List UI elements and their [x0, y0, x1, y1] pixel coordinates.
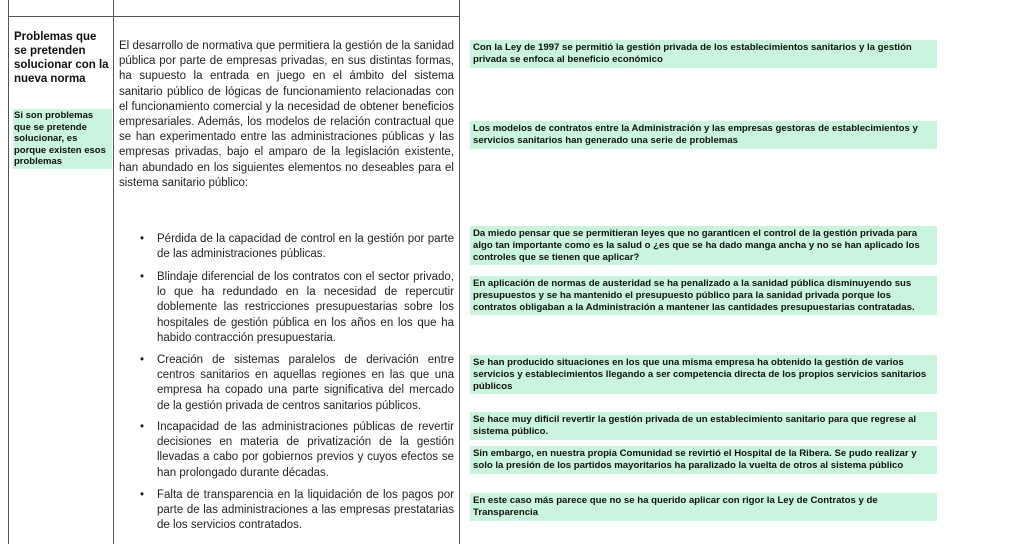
list-item: • Blindaje diferencial de los contratos con el sector privado, lo que ha redundado en la necesidad de repercutir doblemente las restricciones presupuestarias sobre los hospitales de gestión pública en los años en los que ha habido contracción presupuestaria.	[140, 271, 454, 344]
paragraph-part-2: obtener beneficios empresariales. Además, los modelos de relación contractual que se han experimentado entre las administraciones públicas y las empresas privadas, bajo el amparo de la legislación existente, han abundado en los siguientes elementos no deseables para el sistema sanitario público:	[119, 100, 454, 189]
table-border-left	[8, 0, 9, 544]
paragraph-part-1: El desarrollo de normativa que permitiera la gestión de la sanidad pública por parte de empresas privadas, en sus distintas formas, ha supuesto la entrada en juego en el ámbito del sistema sanitario público de lógicas de funcionamiento relacionadas con el funcionamiento comercial y la necesidad de	[119, 40, 454, 113]
comment-5: Se han producido situaciones en los que una misma empresa ha obtenido la gestión de varios servicios y establecimientos llegando a ser competencia directa de los propios servicios sanitarios públicos	[470, 355, 937, 394]
comment-3: Da miedo pensar que se permitieran leyes que no garanticen el control de la gestión privada para algo tan importante como es la salud o ¿es que se ha dado manga ancha y no se han aplicado los controles que se tienen que aplicar?	[470, 226, 937, 265]
bullet-icon: •	[140, 421, 145, 433]
table-border-right	[459, 0, 460, 544]
comment-2: Los modelos de contratos entre la Administración y las empresas gestoras de establecimientos y servicios sanitarios han generado una serie de problemas	[470, 121, 937, 149]
comment-7: Sin embargo, en nuestra propia Comunidad se revirtió el Hospital de la Ribera. Se pudo realizar y solo la presión de los partidos mayoritarios ha paralizado la vuelta de otros al sistema público	[470, 446, 937, 474]
list-item: • Creación de sistemas paralelos de derivación entre centros sanitarios en aquellas regiones en las que una empresa ha copado una parte significativa del mercado de la gestión privada de centros sanitarios públicos.	[140, 354, 454, 412]
comment-1: Con la Ley de 1997 se permitió la gestión privada de los establecimientos sanitarios y la gestión privada se enfoca al beneficio económico	[470, 40, 937, 68]
table-row-divider	[8, 16, 459, 17]
body-paragraph	[119, 39, 454, 191]
left-comment: Si son problemas que se pretende solucionar, es porque existen esos problemas	[13, 109, 112, 169]
bullet-icon: •	[140, 489, 145, 501]
comment-6: Se hace muy difícil revertir la gestión privada de un establecimiento sanitario para que regrese al sistema público.	[470, 412, 937, 440]
list-item: • Falta de transparencia en la liquidación de los pagos por parte de las administraciones a las empresas prestatarias de los servicios contratados.	[140, 489, 454, 532]
section-heading: Problemas que se pretenden solucionar con la nueva norma	[14, 31, 109, 85]
comment-8: En este caso más parece que no se ha querido aplicar con rigor la Ley de Contratos y de Transparencia	[470, 493, 937, 521]
list-item: • Pérdida de la capacidad de control en la gestión por parte de las administraciones públicas.	[140, 233, 454, 261]
list-item: • Incapacidad de las administraciones públicas de revertir decisiones en materia de privatización de la gestión llevadas a cabo por gobiernos previos y cuyos efectos se han prolongado durante décadas.	[140, 421, 454, 479]
bullet-icon: •	[140, 271, 145, 283]
bullet-icon: •	[140, 354, 145, 366]
comment-4: En aplicación de normas de austeridad se ha penalizado a la sanidad pública disminuyendo sus presupuestos y se ha mantenido el presupuesto público para la sanidad privada porque los contratos obligaban a la Administración a mantener las cantidades presupuestarias contratadas.	[470, 276, 937, 315]
table-border-col	[113, 0, 114, 544]
bullet-icon: •	[140, 233, 145, 245]
